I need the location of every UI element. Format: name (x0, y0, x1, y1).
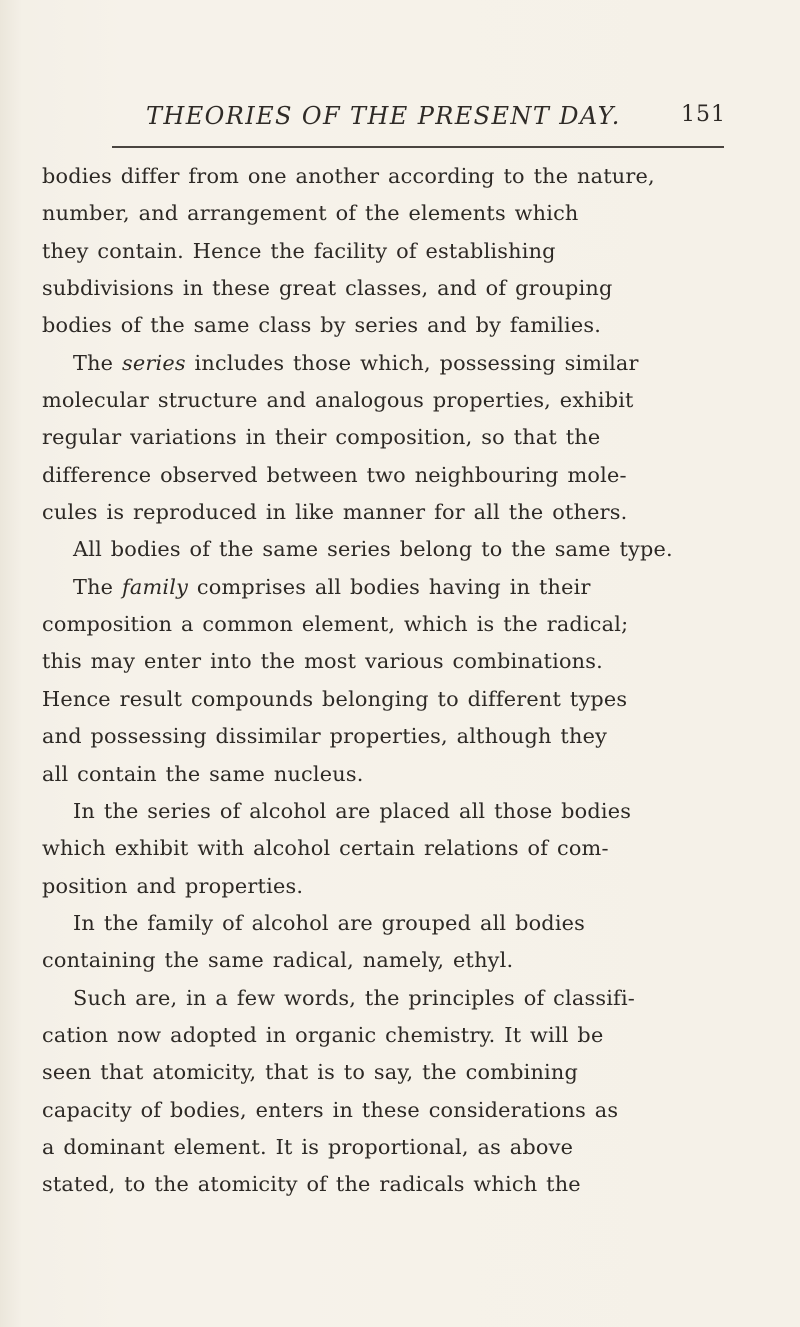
text-line: capacity of bodies, enters in these considerations as (42, 1097, 619, 1122)
text-line (42, 569, 762, 606)
text-line: containing the same radical, namely, ethyl. (42, 948, 514, 973)
text-line: Hence result compounds belonging to different types (42, 686, 628, 711)
text-line: difference observed between two neighbouring mole- (42, 462, 627, 487)
text-line: bodies differ from one another according to the nature, (42, 164, 655, 188)
italic-term: family (121, 574, 189, 599)
text-line: composition a common element, which is the radical; (42, 612, 629, 637)
header-rule (112, 146, 724, 148)
text-line: position and properties. (42, 873, 304, 898)
text-line: molecular structure and analogous properties, exhibit (42, 388, 634, 413)
text-line: Such are, in a few words, the principles of classifi- (73, 985, 636, 1010)
text-line: cules is reproduced in like manner for all the others. (42, 500, 628, 525)
italic-term: series (121, 350, 186, 375)
body-text (42, 158, 762, 1204)
text-line: and possessing dissimilar properties, although they (42, 724, 608, 749)
text-line (42, 345, 762, 382)
text-line: all contain the same nucleus. (42, 761, 364, 786)
text-line: this may enter into the most various combinations. (42, 649, 603, 674)
text-line: they contain. Hence the facility of establishing (42, 238, 556, 263)
text-line: regular variations in their composition, so that the (42, 425, 601, 450)
text-line: subdivisions in these great classes, and of grouping (42, 276, 613, 301)
text-line: a dominant element. It is proportional, as above (42, 1134, 574, 1159)
text-line: seen that atomicity, that is to say, the combining (42, 1060, 579, 1085)
page-number: 151 (681, 102, 726, 127)
text-line: All bodies of the same series belong to the same type. (73, 537, 673, 562)
text-line-segment: The (73, 574, 122, 599)
text-line: In the series of alcohol are placed all those bodies (73, 798, 632, 823)
running-title: THEORIES OF THE PRESENT DAY. (146, 102, 621, 130)
text-line: stated, to the atomicity of the radicals which the (42, 1172, 581, 1197)
text-line: bodies of the same class by series and by families. (42, 313, 602, 338)
text-line: In the family of alcohol are grouped all bodies (73, 910, 586, 935)
text-line: which exhibit with alcohol certain relations of com- (42, 836, 609, 861)
running-head (146, 102, 726, 134)
text-line: cation now adopted in organic chemistry. It will be (42, 1022, 604, 1047)
text-line: number, and arrangement of the elements which (42, 201, 579, 226)
text-line-segment: comprises all bodies having in their (188, 574, 591, 599)
text-line-segment: The (73, 350, 122, 375)
text-line-segment: includes those which, possessing similar (185, 350, 639, 375)
